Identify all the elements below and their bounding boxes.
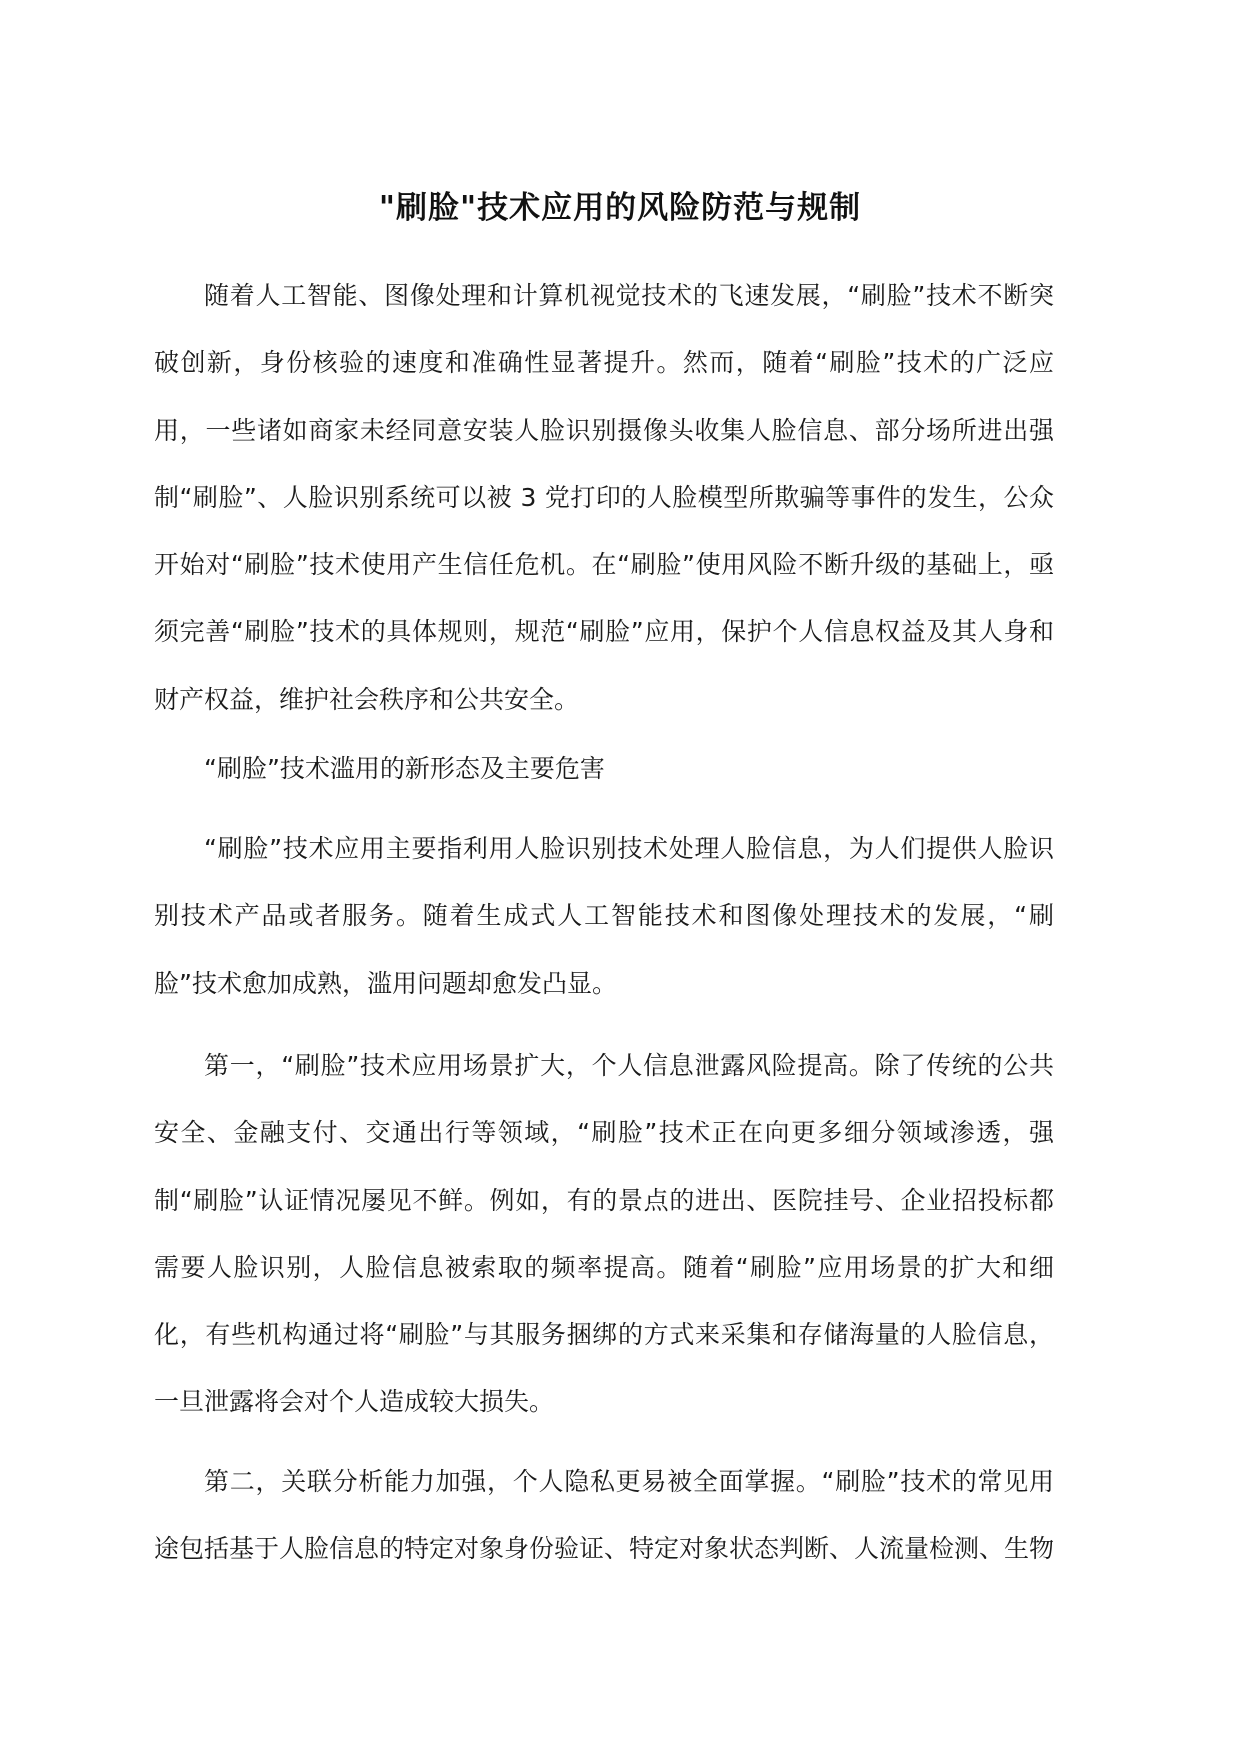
paragraph-point-two: 第二，关联分析能力加强，个人隐私更易被全面掌握。“刷脸”技术的常见用途包括基于人脸信息的特定对象身份验证、特定对象状态判断、人流量检测、生物 [154,1467,1055,1564]
document-title: "刷脸"技术应用的风险防范与规制 [378,190,862,226]
section-heading: “刷脸”技术滥用的新形态及主要危害 [204,754,605,783]
paragraph-point-one: 第一，“刷脸”技术应用场景扩大，个人信息泄露风险提高。除了传统的公共安全、金融支付、交通出行等领域，“刷脸”技术正在向更多细分领域渗透，强制“刷脸”认证情况屡见不鲜。例如，有的景点的进出、医院挂号、企业招投标都需要人脸识别，人脸信息被索取的频率提高。随着“刷脸”应用场景的扩大和细化，有些机构通过将“刷脸”与其服务捆绑的方式来采集和存储海量的人脸信息，一旦泄露将会对个人造成较大损失。 [154,1051,1054,1417]
paragraph-definition: “刷脸”技术应用主要指利用人脸识别技术处理人脸信息，为人们提供人脸识别技术产品或者服务。随着生成式人工智能技术和图像处理技术的发展，“刷脸”技术愈加成熟，滥用问题却愈发凸显。 [154,834,1054,998]
paragraph-intro: 随着人工智能、图像处理和计算机视觉技术的飞速发展，“刷脸”技术不断突破创新，身份核验的速度和准确性显著提升。然而，随着“刷脸”技术的广泛应用，一些诸如商家未经同意安装人脸识别摄像头收集人脸信息、部分场所进出强制“刷脸”、人脸识别系统可以被 3 党打印的人脸模型所欺骗等事件的发生，公众开始对“刷脸”技术使用产生信任危机。在“刷脸”使用风险不断升级的基础上，亟须完善“刷脸”技术的具体规则，规范“刷脸”应用，保护个人信息权益及其人身和财产权益，维护社会秩序和公共安全。 [154,281,1054,714]
